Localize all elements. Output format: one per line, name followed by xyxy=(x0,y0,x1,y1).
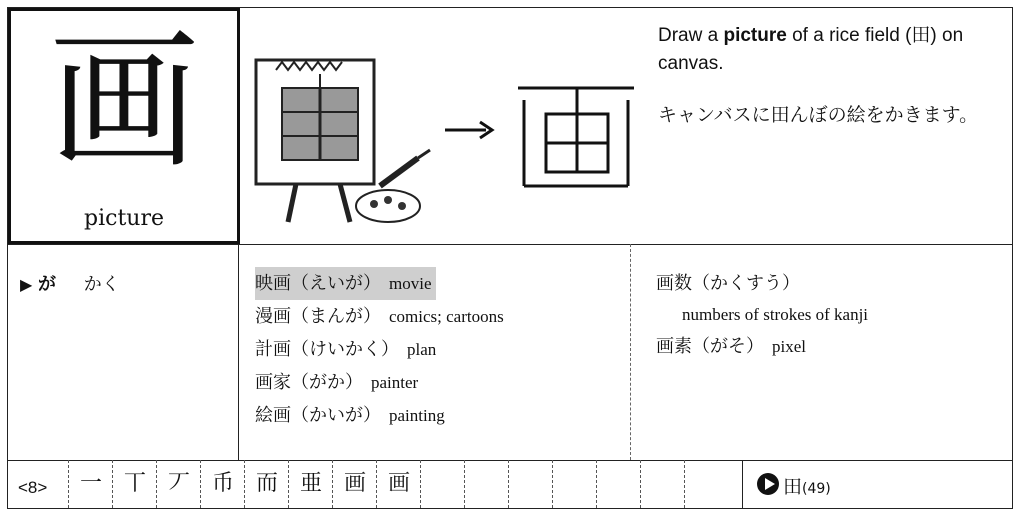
vocab-en: numbers of strokes of kanji xyxy=(682,305,869,324)
illustration xyxy=(240,8,650,244)
vocab-en: plan xyxy=(407,340,437,359)
stroke-step: 画 xyxy=(332,460,377,508)
vocab-item xyxy=(656,267,1006,300)
mnemonic-en-suffix: of a rice field (田) on canvas. xyxy=(658,25,964,74)
stroke-step: 币 xyxy=(200,460,245,508)
stroke-order-row xyxy=(8,460,1014,510)
divider-vertical-1 xyxy=(238,244,239,460)
vocab-jp: 漫画（まんが） xyxy=(255,306,381,327)
vocab-item xyxy=(255,267,625,300)
vocab-highlight xyxy=(255,267,436,300)
ref-kanji: 田 xyxy=(783,476,803,498)
mnemonic-en-bold: picture xyxy=(723,25,787,46)
mnemonic-en xyxy=(658,22,1008,78)
kanji-box xyxy=(8,8,240,244)
stroke-step: 一 xyxy=(68,460,113,508)
kanji-meaning: picture xyxy=(84,206,164,231)
stroke-empty xyxy=(552,460,597,508)
divider-vertical-2 xyxy=(630,244,631,460)
stroke-step: 亜 xyxy=(288,460,333,508)
stroke-empty xyxy=(508,460,553,508)
vocab-en: comics; cartoons xyxy=(389,307,504,326)
vocab-en: painting xyxy=(389,406,445,425)
vocab-item xyxy=(255,333,625,366)
vocab-en: pixel xyxy=(772,337,806,356)
vocab-en: movie xyxy=(389,274,432,293)
vocab-en: painter xyxy=(371,373,419,392)
onyomi-reading: が xyxy=(38,274,57,295)
stroke-step: 丆 xyxy=(156,460,201,508)
arrow-right-icon xyxy=(445,122,492,138)
reference-link[interactable] xyxy=(742,460,1015,508)
reading-row xyxy=(20,270,120,296)
stroke-empty xyxy=(684,460,729,508)
vocab-jp: 映画（えいが） xyxy=(255,273,381,294)
vocab-jp: 画素（がそ） xyxy=(656,336,764,357)
stroke-step: 丅 xyxy=(112,460,157,508)
kanji-glyph: 画 xyxy=(48,15,199,189)
vocab-item xyxy=(656,330,1006,363)
stroke-empty xyxy=(464,460,509,508)
kunyomi-reading: かく xyxy=(83,274,120,295)
mnemonic-jp: キャンバスに田んぼの絵をかきます。 xyxy=(658,104,979,126)
vocab-jp: 画数（かくすう） xyxy=(656,273,800,294)
vocab-item xyxy=(255,399,625,432)
mnemonic-en-prefix: Draw a xyxy=(658,25,724,46)
kanji-card xyxy=(7,7,1013,509)
stroke-empty xyxy=(420,460,465,508)
canvas-illustration xyxy=(240,8,650,244)
vocab-list-left xyxy=(255,267,625,432)
vocab-jp: 計画（けいかく） xyxy=(255,339,399,360)
divider-top xyxy=(8,244,1012,245)
stroke-count: <8> xyxy=(18,478,48,497)
ref-number: (49) xyxy=(802,481,831,497)
play-circle-icon xyxy=(757,473,779,495)
vocab-list-right xyxy=(656,267,1006,363)
mnemonic xyxy=(658,22,1008,132)
vocab-jp: 画家（がか） xyxy=(255,372,363,393)
stroke-empty xyxy=(640,460,685,508)
reference-text xyxy=(783,472,831,499)
stroke-step: 画 xyxy=(376,460,421,508)
vocab-item xyxy=(255,300,625,333)
vocab-jp: 絵画（かいが） xyxy=(255,405,381,426)
triangle-marker-icon: ▶ xyxy=(20,275,33,294)
stroke-empty xyxy=(596,460,641,508)
stroke-step: 而 xyxy=(244,460,289,508)
vocab-item xyxy=(255,366,625,399)
